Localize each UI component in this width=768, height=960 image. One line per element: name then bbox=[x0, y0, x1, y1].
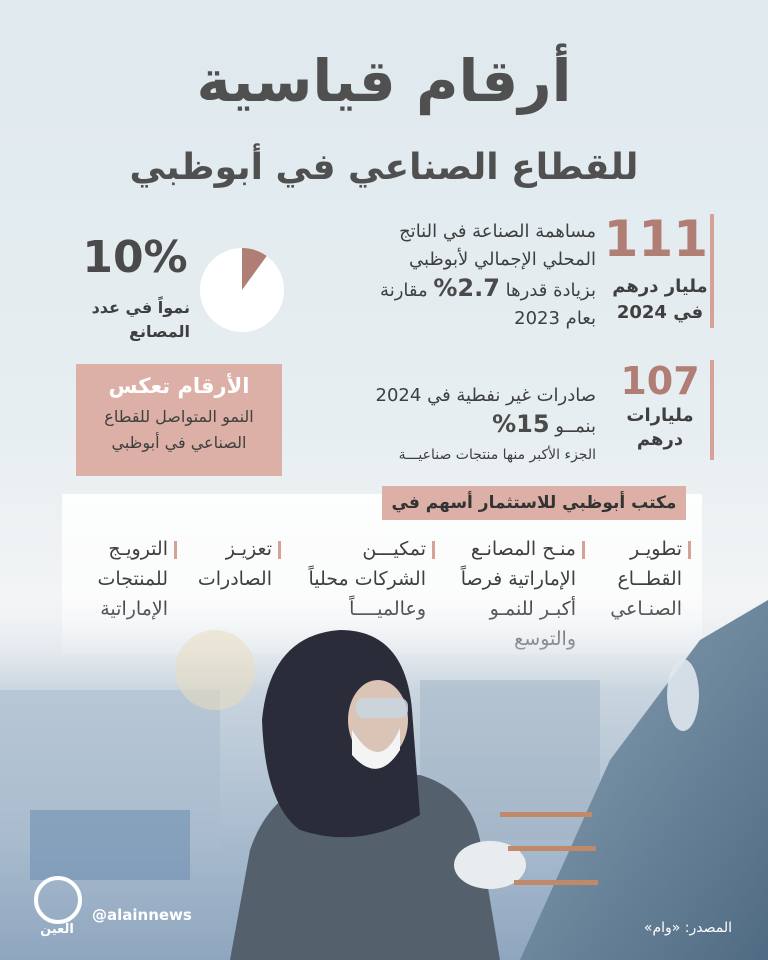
callout-heading: الأرقام تعكس bbox=[108, 374, 250, 398]
gdp-line4: بعام 2023 bbox=[514, 308, 596, 329]
callout-body: النمو المتواصل للقطاع الصناعي في أبوظبي bbox=[104, 407, 254, 452]
exports-unit: مليارات درهم bbox=[626, 405, 694, 450]
callout-box bbox=[76, 364, 282, 476]
exports-line1: صادرات غير نفطية في 2024 bbox=[375, 385, 596, 406]
exports-note: الجزء الأكبر منها منتجات صناعيـــة bbox=[398, 447, 596, 463]
column-marker bbox=[582, 541, 585, 559]
exports-line2: بنمــو 15% bbox=[492, 410, 596, 438]
office-item-3: تمكيـــن الشركات محلياً bbox=[308, 538, 426, 590]
gdp-text bbox=[370, 218, 596, 333]
gdp-unit-line1: مليار درهم bbox=[612, 276, 708, 297]
column-marker bbox=[278, 541, 281, 559]
column-marker bbox=[688, 541, 691, 559]
source-credit: المصدر: «وام» bbox=[643, 920, 732, 936]
accent-bar bbox=[710, 360, 714, 460]
factories-growth-value: 10% bbox=[82, 232, 188, 283]
column-marker bbox=[432, 541, 435, 559]
alain-logo-icon bbox=[34, 876, 82, 924]
office-banner: مكتب أبوظبي للاستثمار أسهم في bbox=[382, 486, 686, 520]
office-item-2: منـح المصانـع الإماراتية فرصاً bbox=[460, 538, 576, 590]
page-title: أرقام قياسية bbox=[196, 47, 572, 115]
column-marker bbox=[174, 541, 177, 559]
gdp-unit-line2: في 2024 bbox=[616, 302, 704, 323]
gdp-line2: المحلي الإجمالي لأبوظبي bbox=[408, 249, 596, 270]
gdp-line3: بزيادة قدرها 2.7% مقارنة bbox=[380, 274, 596, 302]
factories-pie-chart bbox=[198, 246, 286, 334]
page-subtitle: للقطاع الصناعي في أبوظبي bbox=[129, 147, 639, 188]
gdp-line1: مساهمة الصناعة في الناتج bbox=[399, 221, 596, 242]
exports-number: 107 bbox=[620, 359, 700, 403]
office-item-5: الترويـج للمنتجات bbox=[97, 538, 168, 590]
exports-growth-value: 15% bbox=[492, 410, 550, 438]
exports-text bbox=[350, 382, 596, 469]
gdp-increase-value: 2.7% bbox=[433, 274, 500, 302]
social-handle: @alainnews bbox=[92, 906, 192, 924]
gdp-unit bbox=[612, 274, 708, 326]
logo-text: العين bbox=[40, 922, 74, 937]
office-item-1: تطويـر القطــاع bbox=[617, 538, 682, 590]
accent-bar bbox=[710, 214, 714, 328]
factories-label: نمواً في عدد المصانع bbox=[91, 298, 190, 341]
gdp-number: 111 bbox=[603, 210, 708, 268]
office-item-4: تعزيـز الصادرات bbox=[197, 538, 272, 590]
